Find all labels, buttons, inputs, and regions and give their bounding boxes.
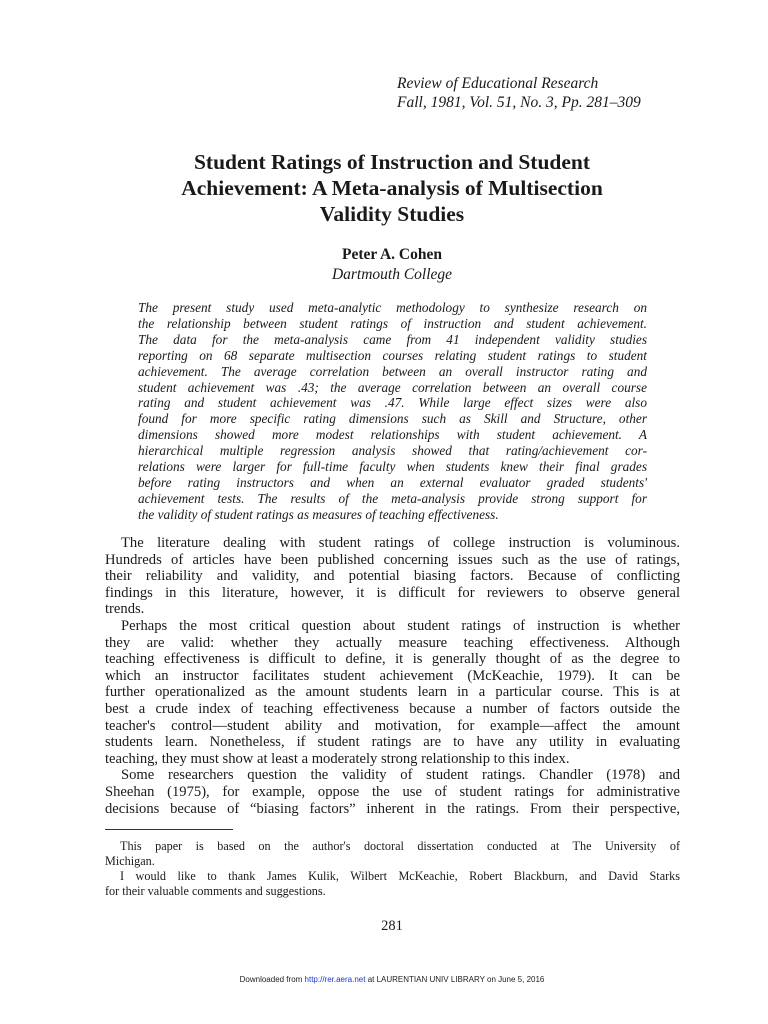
title-line-3: Validity Studies [319,202,465,226]
body-line: findings in this literature, however, it is difficult for reviewers to observe general [105,584,680,601]
body-line: trends. [105,601,145,618]
title-line-2: Achievement: A Meta-analysis of Multisection [181,176,603,200]
body-line: teaching, they must show at least a moderately strong relationship to this index. [105,750,570,767]
journal-citation [397,74,717,112]
body-line: Sheehan (1975), for example, oppose the use of student ratings for administrative [105,783,680,800]
body-line: their reliability and validity, and potential biasing factors. Because of conflicting [105,568,680,585]
body-line: best a crude index of teaching effectiveness because a number of factors outside the [105,700,680,717]
abstract-line: achievement. The average correlation between an overall instructor rating and [138,363,647,379]
footnote-line: I would like to thank James Kulik, Wilbert McKeachie, Robert Blackburn, and David Starks [120,869,680,883]
body-line: which an instructor facilitates student achievement (McKeachie, 1979). It can be [105,667,680,684]
journal-issue: Fall, 1981, Vol. 51, No. 3, Pp. 281–309 [397,94,641,111]
body-line: they are valid: whether they actually measure teaching effectiveness. Although [105,634,680,651]
body-line: decisions because of “biasing factors” inherent in the ratings. From their perspective, [105,800,680,817]
abstract-line: The present study used meta-analytic methodology to synthesize research on [138,300,647,315]
footnotes [105,839,680,899]
body-line: Hundreds of articles have been published concerning issues such as the use of ratings, [105,551,680,568]
paragraph-3 [105,767,680,817]
abstract-line: relations were larger for full-time faculty when students knew their final grades [138,459,647,475]
journal-link[interactable]: http://rer.aera.net [304,975,366,984]
paragraph-1 [105,535,680,618]
article-title [104,149,680,227]
download-notice [104,975,680,984]
body-line: The literature dealing with student ratings of college instruction is voluminous. [121,535,680,551]
body-text [105,535,680,817]
title-line-1: Student Ratings of Instruction and Student [193,150,591,174]
journal-name: Review of Educational Research [397,75,599,92]
body-line: teaching effectiveness is difficult to define, it is generally thought of as the degree to [105,651,680,668]
abstract-line: before rating instructors and when an external evaluator graded students' [138,474,647,490]
author-name: Peter A. Cohen [341,246,443,263]
abstract-line: rating and student achievement was .47. While large effect sizes were also [138,395,647,411]
abstract-line: the relationship between student ratings of instruction and student achievement. [138,315,647,331]
body-line: Some researchers question the validity of student ratings. Chandler (1978) and [121,767,680,784]
abstract-line: The data for the meta-analysis came from 41 independent validity studies [138,331,647,347]
author-affiliation: Dartmouth College [331,266,453,283]
abstract-line: dimensions showed more modest relationships with student achievement. A [138,427,647,443]
abstract-line: achievement tests. The results of the meta-analysis provide strong support for [138,490,647,506]
abstract-line: student achievement was .43; the average correlation between an overall course [138,379,647,395]
download-prefix: Downloaded from [239,975,305,984]
body-line: further operationalized as the amount students learn in a particular course. This is at [105,684,680,701]
abstract [138,300,647,523]
abstract-line: found for more specific rating dimensions such as Skill and Structure, other [138,411,647,427]
download-suffix: at LAURENTIAN UNIV LIBRARY on June 5, 2016 [365,975,545,984]
abstract-line: reporting on 68 separate multisection courses relating student ratings to student [138,347,647,363]
paragraph-2 [105,618,680,767]
page-number: 281 [381,918,403,934]
footnote-divider [105,829,233,830]
body-line: students learn. Nonetheless, if student ratings are to have any utility in evaluating [105,734,680,751]
body-line: teacher's control—student ability and motivation, for example—affect the amount [105,717,680,734]
abstract-line: the validity of student ratings as measures of teaching effectiveness. [138,506,499,522]
body-line: Perhaps the most critical question about student ratings of instruction is whether [121,617,680,634]
footnote-line: This paper is based on the author's doctoral dissertation conducted at The University of [120,839,680,853]
footnote-line: Michigan. [105,854,155,868]
abstract-line: hierarchical multiple regression analysis showed that rating/achievement cor- [138,443,647,459]
footnote-line: for their valuable comments and suggestions. [105,884,326,898]
